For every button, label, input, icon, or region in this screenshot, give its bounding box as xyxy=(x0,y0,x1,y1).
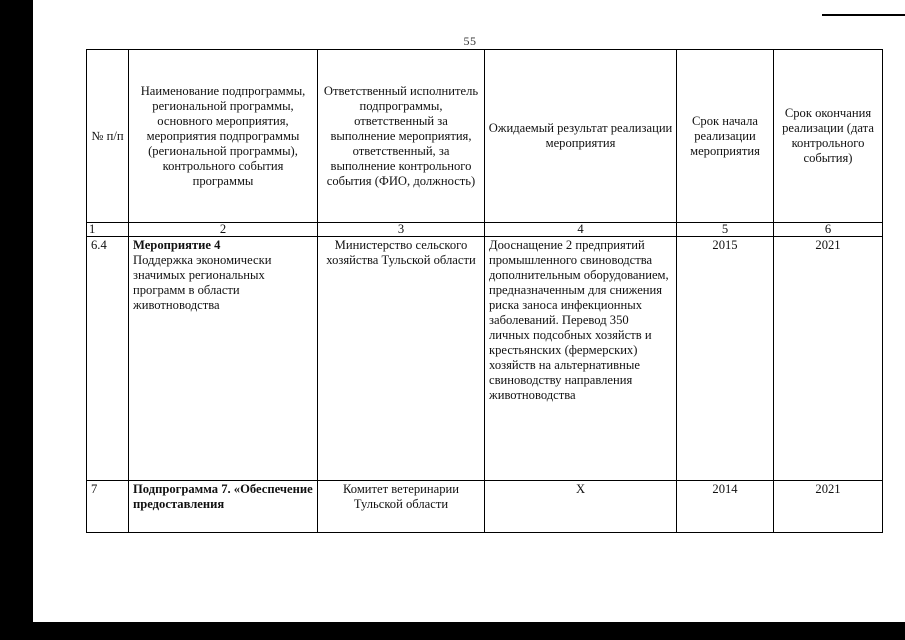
header-result: Ожидаемый результат реализации мероприятия xyxy=(485,50,677,223)
header-end: Срок окончания реализации (дата контрольного события) xyxy=(774,50,883,223)
header-start: Срок начала реализации мероприятия xyxy=(677,50,774,223)
column-number-row xyxy=(87,223,883,237)
row-name-cell xyxy=(129,237,318,481)
row-title: Мероприятие 4 xyxy=(133,238,221,252)
table-header-row xyxy=(87,50,883,223)
row-executor: Министерство сельского хозяйства Тульской области xyxy=(318,237,485,481)
top-rule xyxy=(822,14,905,16)
row-name: Поддержка экономически значимых региональных программ в области животноводства xyxy=(133,253,272,312)
header-executor: Ответственный исполнитель подпрограммы, ответственный за выполнение мероприятия, ответственный, за выполнение контрольного события (ФИО, должность) xyxy=(318,50,485,223)
page-number: 55 xyxy=(463,34,477,48)
column-number: 4 xyxy=(485,223,677,237)
column-number: 5 xyxy=(677,223,774,237)
table-row xyxy=(87,481,883,533)
column-number: 2 xyxy=(129,223,318,237)
scan-bottom-border xyxy=(0,622,905,640)
row-start: 2015 xyxy=(677,237,774,481)
scan-left-border xyxy=(0,0,33,640)
row-end: 2021 xyxy=(774,237,883,481)
column-number: 3 xyxy=(318,223,485,237)
row-result: Дооснащение 2 предприятий промышленного свиноводства дополнительным оборудованием, предназначенным для снижения риска заноса инфекционных заболеваний. Перевод 350 личных подсобных хозяйств и крестьянских (фермерских) хозяйств на альтернативные свиноводству направления животноводства xyxy=(485,237,677,481)
plan-table xyxy=(86,49,883,533)
column-number: 1 xyxy=(87,223,129,237)
row-number: 6.4 xyxy=(87,237,129,481)
row-end: 2021 xyxy=(774,481,883,533)
row-executor: Комитет ветеринарии Тульской области xyxy=(318,481,485,533)
row-number: 7 xyxy=(87,481,129,533)
table-row xyxy=(87,237,883,481)
row-title: Подпрограмма 7. «Обеспечение предоставления xyxy=(129,481,318,533)
column-number: 6 xyxy=(774,223,883,237)
row-result: Х xyxy=(485,481,677,533)
header-num: № п/п xyxy=(87,50,129,223)
row-start: 2014 xyxy=(677,481,774,533)
header-name: Наименование подпрограммы, региональной программы, основного мероприятия, мероприятия подпрограммы (региональной программы), контрольного события программы xyxy=(129,50,318,223)
